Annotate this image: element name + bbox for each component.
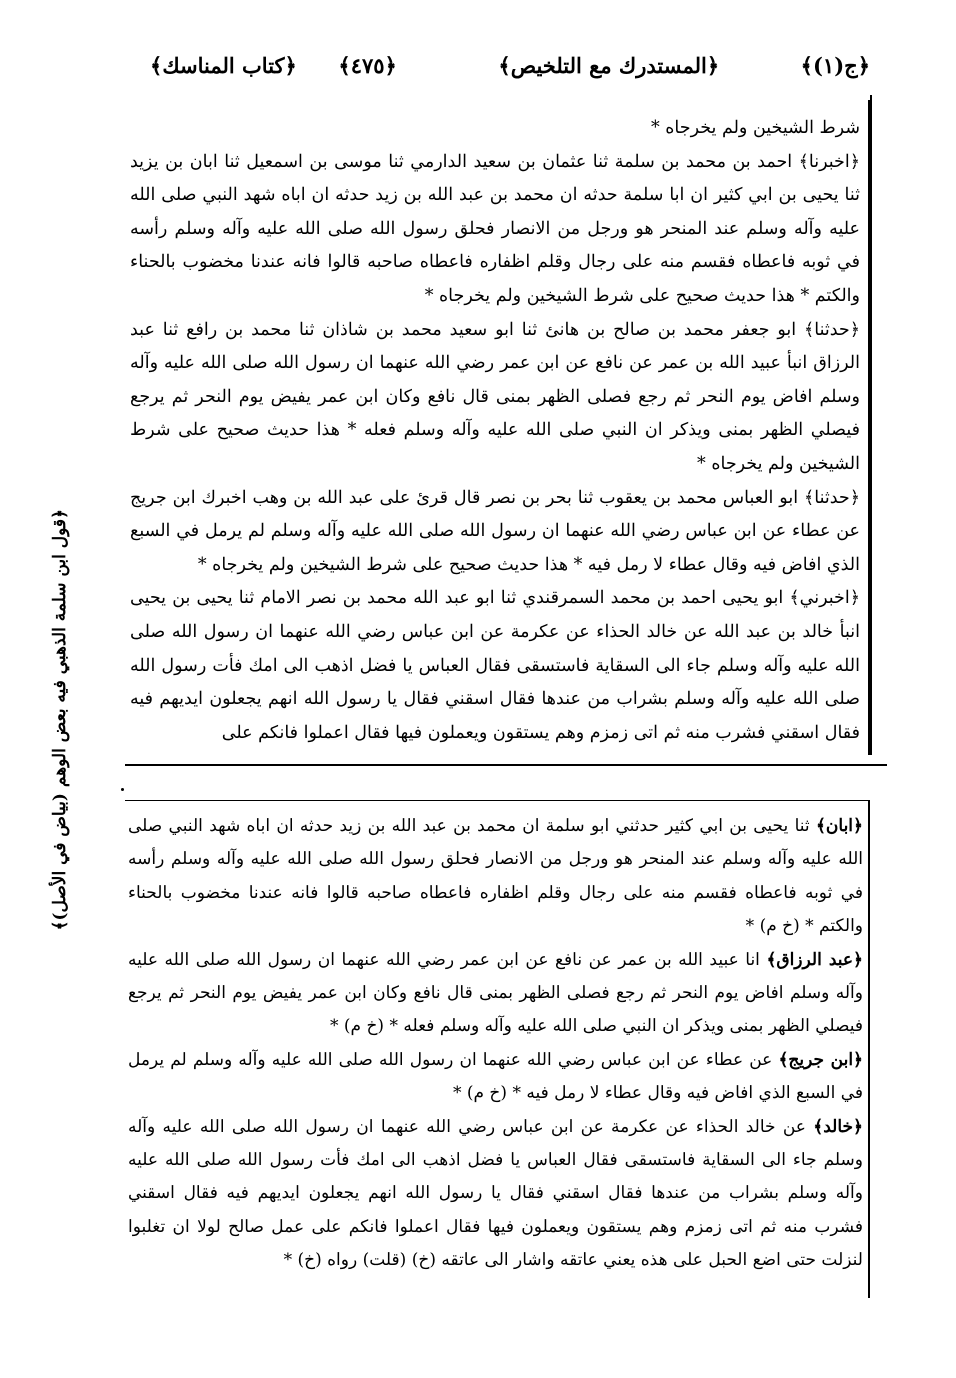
book-title: ﴿المستدرك مع التلخيص﴾ (498, 52, 720, 78)
footnote-frame-rule (868, 800, 870, 1298)
footnote-section (128, 810, 863, 1278)
footnote-source: ﴿ابان﴾ (815, 816, 863, 836)
footnote-text: ثنا يحيى بن ابي كثير حدثني ابو سلمة ان محمد بن عبد الله بن زيد حدثه ان اباه شهد النبي صلى الله عليه وآله وسلم عند المنحر هو ورجل من الانصار فحلق رسول الله صلى الله عليه وآله وسلم رأسه في ثوبه فاعطاه فقسم منه على رجال وقلم اظفاره فاعطاه صاحبه قالوا فانه عندنا مخضوب بالحناء والكتم * (خ م) * (128, 816, 863, 937)
volume-label: ﴿ج(١)﴾ (800, 52, 870, 78)
footnote-source: ﴿عبد الرزاق﴾ (766, 949, 863, 970)
footnote-entry (128, 944, 863, 1044)
footnote-top-rule (125, 800, 870, 801)
chapter-title: ﴿كتاب المناسك﴾ (150, 52, 297, 78)
main-paragraph-5: ﴿اخبرني﴾ ابو يحيى احمد بن محمد السمرقندي ثنا ابو عبد الله محمد بن نصر الامام ثنا يحيى بن يحيى انبأ خالد بن عبد الله عن خالد الحذاء عن عكرمة عن ابن عباس رضي الله عنهما ان رسول الله صلى الله عليه وآله وسلم جاء الى السقاية فاستسقى فقال العباس يا فضل اذهب الى امك فأت رسول الله صلى الله عليه وآله وسلم بشراب من عندها فقال اسقني فقال يا رسول الله انهم يجعلون ايديهم فيه فقال اسقني فشرب منه ثم اتى زمزم وهم يستقون ويعملون فيها فقال اعملوا فانكم على (130, 588, 860, 743)
footnote-source: ﴿ابن جريج﴾ (778, 1049, 864, 1070)
main-paragraph-2: ﴿اخبرنا﴾ احمد بن محمد بن سلمة ثنا عثمان بن سعيد الدارمي ثنا موسى بن اسمعيل ثنا ابان بن يزيد ثنا يحيى بن ابي كثير ان ابا سلمة حدثه ان محمد بن عبد الله بن زيد حدثه ان اباه شهد النبي صلى الله عليه وآله وسلم عند المنحر هو ورجل من الانصار فحلق رسول الله صلى الله عليه وآله وسلم رأسه في ثوبه فاعطاه فقسم منه على رجال وقلم اظفاره فاعطاه صاحبه قالوا فانه عندنا مخضوب بالحناء والكتم * هذا حديث صحيح على شرط الشيخين ولم يخرجاه * (130, 151, 860, 306)
page-header (150, 44, 870, 86)
side-note-text: ﴿قول ابن سلمة الذهبي فيه بعض الوهم (بياض في الأصل)﴾ (50, 509, 70, 931)
footnote-text: عن عطاء عن ابن عباس رضي الله عنهما ان رسول الله صلى الله عليه وآله وسلم لم يرمل في السبع الذي افاض فيه وقال عطاء لا رمل فيه * (خ م) * (128, 1049, 863, 1104)
footnote-text: عن خالد الحذاء عن عكرمة عن ابن عباس رضي الله عنهما ان رسول الله صلى الله عليه وآله وسلم جاء الى السقاية فاستسقى فقال العباس يا فضل اذهب الى امك فأت رسول الله صلى الله عليه وآله وسلم بشراب من عندها فقال اسقني فقال يا رسول الله انهم يجعلون ايديهم فيه فقال اسقني فشرب منه ثم اتى زمزم وهم يستقون ويعملون فيها فقال اعملوا فانكم على عمل صالح لولا ان تغلبوا لنزلت حتى اضع الحبل على هذه يعني عاتقه واشار الى عاتقه (خ) (قلت) رواه (خ) * (128, 1116, 863, 1271)
main-paragraph-4: ﴿حدثنا﴾ ابو العباس محمد بن يعقوب ثنا بحر بن نصر قال قرئ على عبد الله بن وهب اخبرك ابن جريج عن عطاء عن ابن عباس رضي الله عنهما ان رسول الله صلى الله عليه وآله وسلم لم يرمل في السبع الذي افاض فيه وقال عطاء لا رمل فيه * هذا حديث صحيح على شرط الشيخين ولم يخرجاه * (130, 487, 860, 575)
margin-dot (121, 788, 124, 791)
side-margin-note (40, 360, 80, 1080)
separator-rule (125, 764, 887, 766)
footnote-entry (128, 1111, 863, 1278)
footnote-text: انا عبيد الله بن عمر عن نافع عن ابن عمر رضي الله عنهما ان رسول الله صلى الله عليه وآله وسلم افاض يوم النحر ثم رجع فصلى الظهر بمنى قال نافع وكان ابن عمر يفيض يوم النحر ثم يرجع فيصلي الظهر بمنى ويذكر ان النبي صلى الله عليه وآله وسلم فعله * (خ م) * (128, 949, 863, 1037)
footnote-source: ﴿خالد﴾ (813, 1116, 863, 1137)
main-text (130, 112, 860, 750)
main-paragraph-1: شرط الشيخين ولم يخرجاه * (650, 118, 860, 138)
page-number: ﴿٤٧٥﴾ (338, 52, 397, 78)
main-frame-rule (868, 100, 870, 755)
footnote-entry (128, 1044, 863, 1111)
footnote-entry (128, 810, 863, 944)
main-paragraph-3: ﴿حدثنا﴾ ابو جعفر محمد بن صالح بن هانئ ثنا ابو سعيد محمد بن شاذان ثنا محمد بن رافع ثنا عبد الرزاق انبأ عبيد الله بن عمر عن نافع عن ابن عمر رضي الله عنهما ان رسول الله صلى الله عليه وآله وسلم افاض يوم النحر ثم رجع فصلى الظهر بمنى قال نافع وكان ابن عمر يفيض يوم النحر ثم يرجع فيصلي الظهر بمنى ويذكر ان النبي صلى الله عليه وآله وسلم فعله * هذا حديث صحيح على شرط الشيخين ولم يخرجاه * (130, 319, 860, 474)
